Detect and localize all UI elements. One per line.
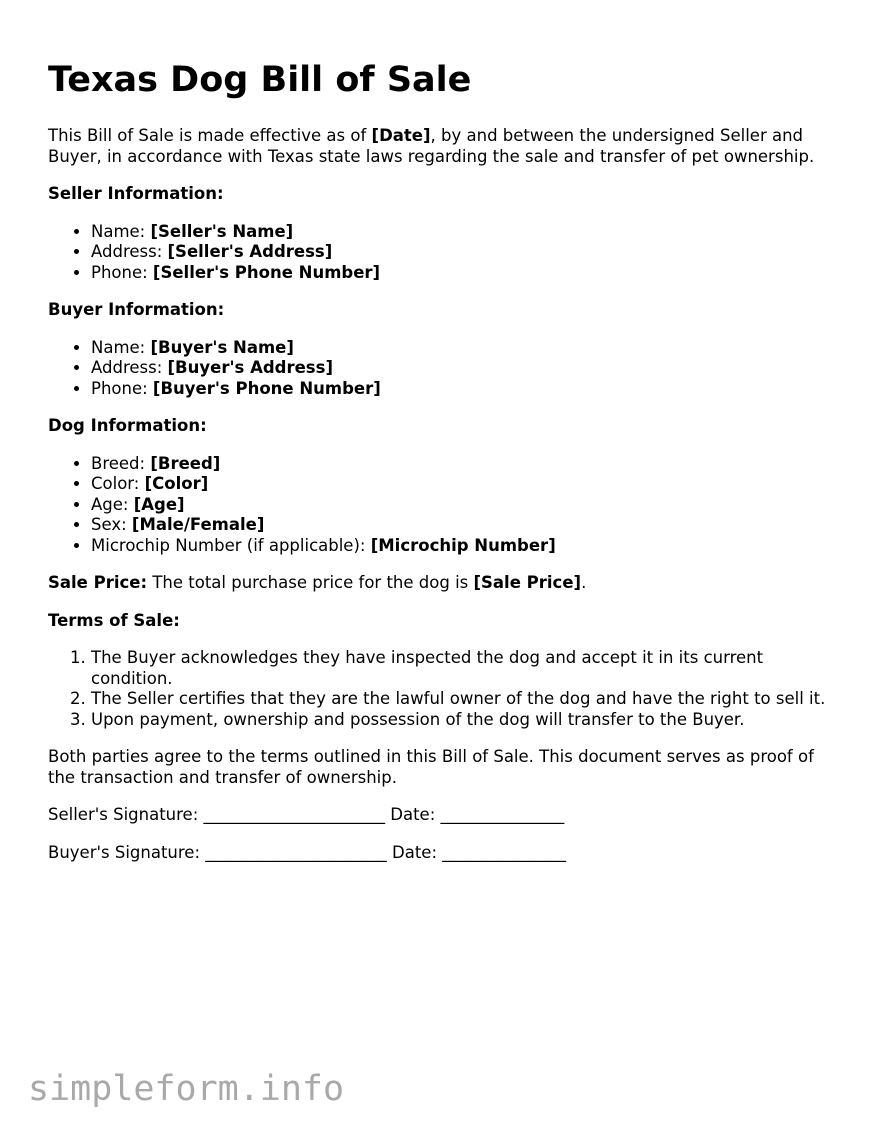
item-label: Name: — [91, 337, 151, 357]
list-item — [91, 242, 838, 263]
intro-suffix: , by and between the undersigned Seller and Buyer, in accordance with Texas state laws regarding the sale and transfer of pet ownership. — [48, 126, 815, 166]
item-value: [Seller's Phone Number] — [152, 262, 381, 282]
buyer-heading: Buyer Information: — [48, 300, 225, 319]
list-item — [91, 474, 838, 495]
item-value: [Seller's Name] — [150, 221, 294, 241]
item-label: Name: — [91, 221, 151, 241]
list-item — [91, 338, 838, 359]
list-item — [91, 536, 838, 557]
item-value: [Male/Female] — [131, 515, 265, 534]
document-page — [48, 58, 838, 880]
item-label: Sex: — [91, 515, 132, 534]
seller-signature-line: Seller's Signature: ______________________ Date: _______________ — [48, 805, 565, 824]
sale-price-end: . — [581, 573, 587, 592]
list-item: 2. The Seller certifies that they are the lawful owner of the dog and have the right to sell it. — [91, 689, 838, 710]
item-value: [Age] — [133, 494, 185, 514]
terms-heading: Terms of Sale: — [48, 610, 180, 630]
item-value: [Microchip Number] — [370, 535, 556, 555]
sale-price-text: The total purchase price for the dog is — [147, 573, 474, 592]
intro-prefix: This Bill of Sale is made effective as of — [48, 126, 372, 145]
document-title: Texas Dog Bill of Sale — [48, 60, 472, 100]
dog-heading: Dog Information: — [48, 416, 207, 435]
item-value: [Breed] — [150, 453, 221, 473]
date-placeholder: [Date] — [371, 126, 431, 145]
sale-price-label: Sale Price: — [48, 573, 148, 592]
list-item — [91, 222, 838, 243]
list-item: 1. The Buyer acknowledges they have inspected the dog and accept it in its current condition. — [91, 648, 838, 689]
item-label: Microchip Number (if applicable): — [91, 535, 371, 555]
item-label: Color: — [91, 474, 145, 493]
intro-paragraph — [48, 126, 838, 167]
item-label: Phone: — [91, 262, 153, 282]
sale-price-value: [Sale Price] — [473, 573, 582, 592]
list-item: 3. Upon payment, ownership and possession of the dog will transfer to the Buyer. — [91, 710, 838, 731]
list-item — [91, 379, 838, 400]
buyer-list — [48, 338, 838, 400]
buyer-signature-line: Buyer's Signature: ______________________ Date: _______________ — [48, 842, 566, 862]
list-item — [91, 495, 838, 516]
item-label: Phone: — [91, 378, 153, 398]
item-label: Address: — [91, 242, 168, 261]
terms-list — [48, 648, 838, 730]
item-label: Address: — [91, 358, 168, 377]
item-label: Breed: — [91, 453, 151, 473]
list-item — [91, 515, 838, 536]
item-value: [Color] — [144, 474, 209, 493]
list-item — [91, 454, 838, 475]
watermark: simpleform.info — [28, 1069, 345, 1109]
list-item — [91, 358, 838, 379]
item-value: [Buyer's Name] — [150, 337, 294, 357]
list-item — [91, 263, 838, 284]
sale-price-paragraph — [48, 573, 838, 594]
item-value: [Seller's Address] — [167, 242, 333, 261]
dog-list — [48, 454, 838, 557]
item-value: [Buyer's Address] — [167, 358, 333, 377]
item-label: Age: — [91, 494, 134, 514]
item-value: [Buyer's Phone Number] — [152, 378, 381, 398]
seller-list — [48, 222, 838, 284]
seller-heading: Seller Information: — [48, 184, 224, 203]
closing-paragraph: Both parties agree to the terms outlined in this Bill of Sale. This document serves as proof of the transaction and transfer of ownership. — [48, 747, 814, 787]
